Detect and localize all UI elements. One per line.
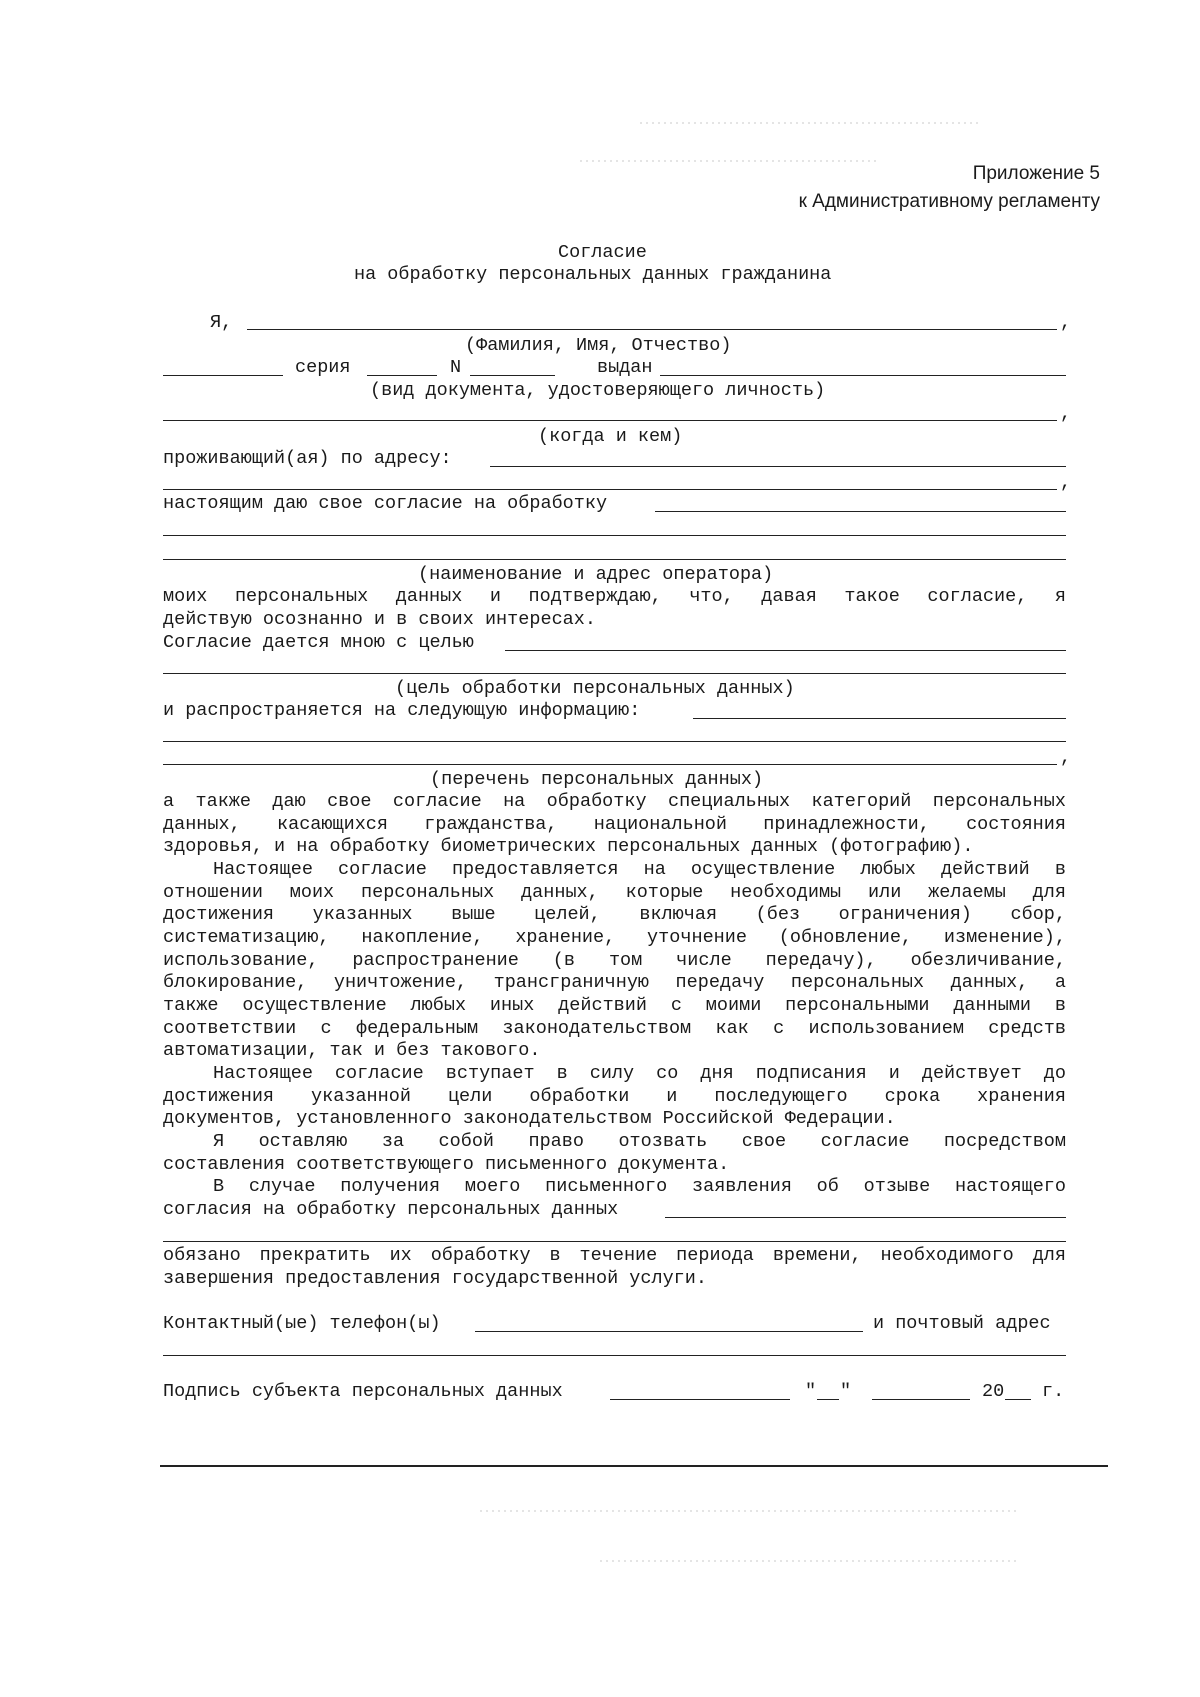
signature-label: Подпись субъекта персональных данных — [163, 1381, 563, 1402]
address-label: проживающий(ая) по адресу: — [163, 448, 452, 469]
address-field-2[interactable] — [163, 489, 1057, 490]
purpose-caption: (цель обработки персональных данных) — [395, 678, 795, 699]
paragraph-line: использование, распространение (в том числе передачу), обезличивание, — [163, 950, 1066, 971]
paragraph-line: моих персональных данных и подтверждаю, что, давая такое согласие, я — [163, 586, 1066, 607]
phone-label: Контактный(ые) телефон(ы) — [163, 1313, 441, 1334]
paragraph-line: достижения указанных выше целей, включая (без ограничения) сбор, — [163, 904, 1066, 925]
seria-field[interactable] — [367, 375, 437, 376]
paragraph-line: блокирование, уничтожение, трансграничную передачу персональных данных, а — [163, 972, 1066, 993]
purpose-field-2[interactable] — [163, 673, 1066, 674]
comma: , — [1060, 403, 1072, 424]
operator-field-2[interactable] — [163, 535, 1066, 536]
issued-field[interactable] — [660, 375, 1066, 376]
year-suffix: г. — [1042, 1381, 1065, 1402]
fio-field[interactable] — [247, 329, 1057, 330]
label-seria: серия — [295, 357, 351, 378]
info-field-3[interactable] — [163, 764, 1057, 765]
operator-field-3[interactable] — [163, 559, 1066, 560]
paragraph-line: составления соответствующего письменного документа. — [163, 1154, 730, 1175]
paragraph-line: отношении моих персональных данных, которые необходимы или желаемы для — [163, 882, 1066, 903]
comma: , — [1060, 747, 1072, 768]
paragraph-line: достижения указанной цели обработки и последующего срока хранения — [163, 1086, 1066, 1107]
day-field[interactable] — [817, 1399, 839, 1400]
quote-close: " — [840, 1381, 852, 1402]
scan-noise — [480, 1510, 1020, 1512]
paragraph-line: В случае получения моего письменного заявления об отзыве настоящего — [213, 1176, 1066, 1197]
post-address-field[interactable] — [163, 1355, 1066, 1356]
paragraph-line: соответствии с федеральным законодательством как с использованием средств — [163, 1018, 1066, 1039]
info-field-2[interactable] — [163, 741, 1066, 742]
paragraph-line: документов, установленного законодательством Российской Федерации. — [163, 1108, 896, 1129]
purpose-label: Согласие дается мною с целью — [163, 632, 474, 653]
paragraph-line: завершения предоставления государственной услуги. — [163, 1268, 707, 1289]
comma: , — [1060, 472, 1072, 493]
issued-when-field[interactable] — [163, 420, 1057, 421]
scan-noise — [640, 122, 980, 124]
year-prefix: 20 — [982, 1381, 1005, 1402]
paragraph-line: Настоящее согласие предоставляется на осуществление любых действий в — [213, 859, 1066, 880]
paragraph-line: Настоящее согласие вступает в силу со дня подписания и действует до — [213, 1063, 1066, 1084]
revocation-operator-field[interactable] — [665, 1217, 1066, 1218]
paragraph-line: а также даю свое согласие на обработку специальных категорий персональных — [163, 791, 1066, 812]
when-caption: (когда и кем) — [538, 426, 683, 447]
paragraph-line: Я оставляю за собой право отозвать свое согласие посредством — [213, 1131, 1066, 1152]
appendix-header — [799, 160, 1100, 216]
document-title: Согласие — [558, 242, 647, 263]
label-ya: Я, — [210, 312, 233, 333]
doc-caption: (вид документа, удостоверяющего личность) — [370, 380, 826, 401]
paragraph-line: систематизацию, накопление, хранение, уточнение (обновление, изменение), — [163, 927, 1066, 948]
paragraph-line: здоровья, и на обработку биометрических персональных данных (фотографию). — [163, 836, 974, 857]
number-field[interactable] — [470, 375, 555, 376]
paragraph-line: данных, касающихся гражданства, национальной принадлежности, состояния — [163, 814, 1066, 835]
purpose-field[interactable] — [505, 650, 1066, 651]
appendix-number: Приложение 5 — [972, 163, 1100, 184]
label-number: N — [450, 357, 462, 378]
document-subtitle: на обработку персональных данных гражданина — [354, 264, 832, 285]
scan-noise — [600, 1560, 1020, 1562]
paragraph-line: обязано прекратить их обработку в течение периода времени, необходимого для — [163, 1245, 1066, 1266]
month-field[interactable] — [872, 1399, 970, 1400]
info-field[interactable] — [693, 718, 1066, 719]
doc-type-field[interactable] — [163, 375, 283, 376]
paragraph-line: также осуществление любых иных действий с моими персональными данными в — [163, 995, 1066, 1016]
paragraph-line: согласия на обработку персональных данных — [163, 1199, 619, 1220]
signature-field[interactable] — [610, 1399, 790, 1400]
year-field[interactable] — [1005, 1399, 1031, 1400]
address-field[interactable] — [490, 466, 1066, 467]
consent-label: настоящим даю свое согласие на обработку — [163, 493, 608, 514]
revocation-operator-field-2[interactable] — [163, 1241, 1066, 1242]
operator-caption: (наименование и адрес оператора) — [418, 564, 774, 585]
list-caption: (перечень персональных данных) — [430, 769, 764, 790]
appendix-reference: к Административному регламенту — [798, 191, 1100, 212]
paragraph-line: автоматизации, так и без такового. — [163, 1040, 541, 1061]
fio-caption: (Фамилия, Имя, Отчество) — [465, 335, 732, 356]
quote-open: " — [805, 1381, 817, 1402]
info-label: и распространяется на следующую информацию: — [163, 700, 641, 721]
bottom-divider — [160, 1465, 1108, 1467]
phone-field[interactable] — [475, 1331, 863, 1332]
post-address-label: и почтовый адрес — [873, 1313, 1051, 1334]
label-vydan: выдан — [597, 357, 653, 378]
operator-field[interactable] — [655, 511, 1066, 512]
comma: , — [1060, 312, 1072, 333]
paragraph-line: действую осознанно и в своих интересах. — [163, 609, 596, 630]
